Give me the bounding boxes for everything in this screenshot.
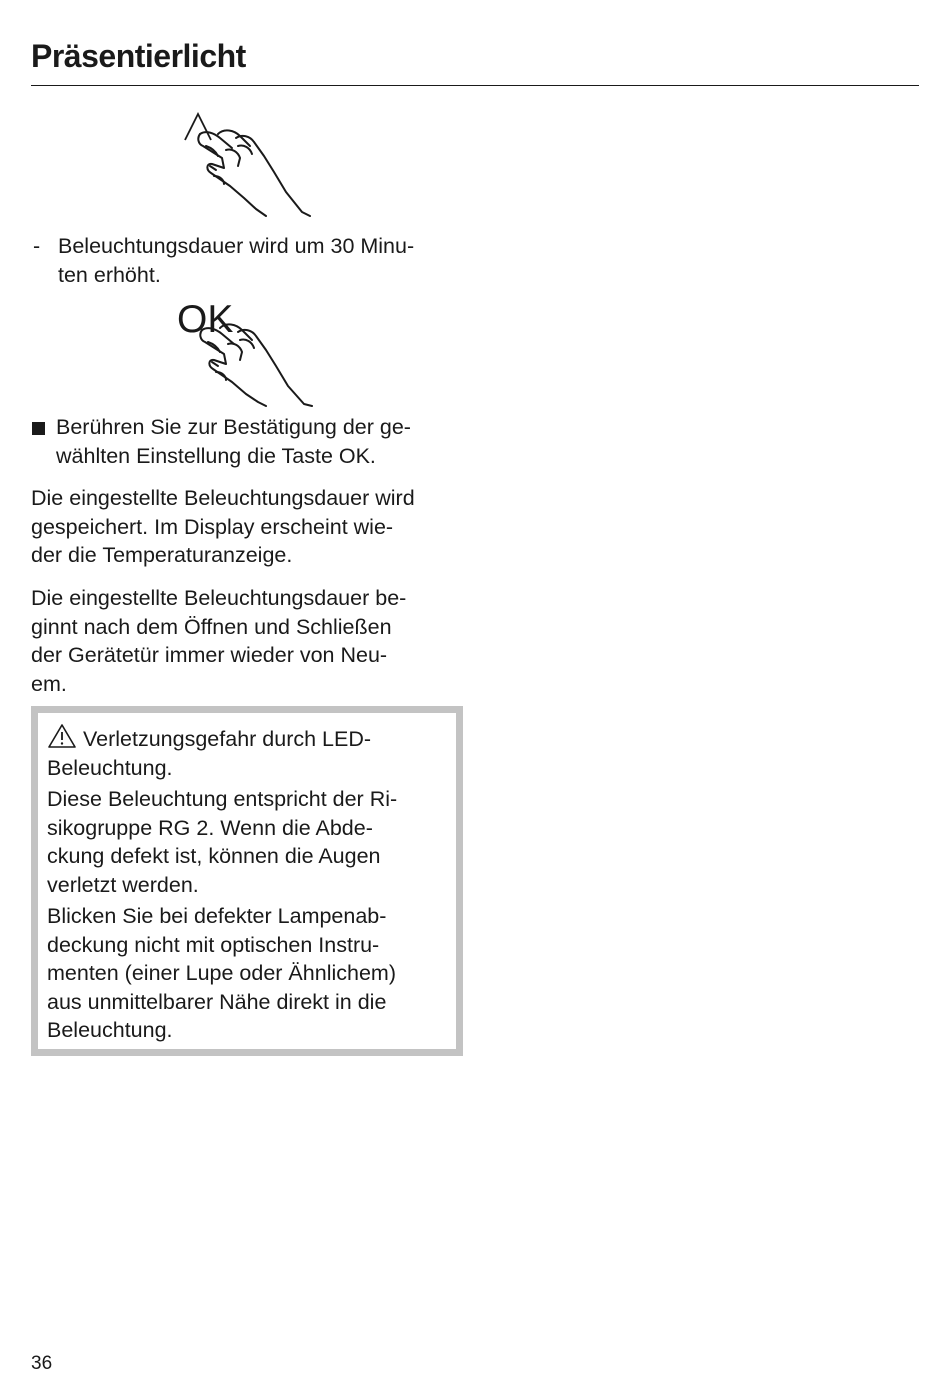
warning-line: Beleuchtung.: [47, 1018, 173, 1042]
paragraph-line: em.: [31, 671, 67, 696]
warning-line: menten (einer Lupe oder Ähnlichem): [47, 961, 396, 985]
paragraph-duration: [31, 584, 471, 698]
result-line-1: Beleuchtungsdauer wird um 30 Minu-: [58, 234, 415, 258]
warning-heading-line-1: Verletzungsgefahr durch LED-: [83, 727, 372, 751]
warning-line: aus unmittelbarer Nähe direkt in die: [47, 989, 387, 1014]
warning-line: sikogruppe RG 2. Wenn die Abde-: [47, 815, 373, 840]
hand-icon: [198, 130, 310, 216]
warning-paragraph-1: [47, 785, 447, 899]
warning-box: [31, 706, 463, 1056]
result-line-2: ten erhöht.: [58, 262, 161, 287]
touch-up-key-illustration: [178, 106, 318, 218]
title-divider: [31, 85, 919, 86]
paragraph-line: gespeichert. Im Display erscheint wie-: [31, 514, 394, 539]
warning-line: Blicken Sie bei defekter Lampenab-: [47, 904, 387, 928]
paragraph-line: Die eingestellte Beleuchtungsdauer wird: [31, 486, 415, 510]
paragraph-line: der Gerätetür immer wieder von Neu-: [31, 643, 388, 667]
warning-paragraph-2: [47, 902, 447, 1045]
paragraph-line: Die eingestellte Beleuchtungsdauer be-: [31, 586, 407, 610]
page-title: Präsentierlicht: [31, 38, 246, 74]
paragraph-line: der die Temperaturanzeige.: [31, 543, 293, 567]
square-bullet-icon: [32, 422, 45, 435]
dash-marker: -: [33, 234, 41, 258]
warning-line: verletzt werden.: [47, 872, 199, 897]
paragraph-line: ginnt nach dem Öffnen und Schließen: [31, 614, 392, 639]
warning-line: ckung defekt ist, können die Augen: [47, 844, 381, 868]
warning-triangle-icon: [47, 723, 77, 749]
instruction-line-1: Berühren Sie zur Bestätigung der ge-: [56, 415, 411, 439]
warning-line: deckung nicht mit optischen Instru-: [47, 932, 380, 957]
warning-heading: [47, 723, 447, 782]
paragraph-saved: [31, 484, 471, 570]
touch-ok-key-illustration: [176, 296, 322, 408]
warning-line: Diese Beleuchtung entspricht der Ri-: [47, 787, 398, 811]
ok-key-label: OK: [177, 298, 234, 341]
instruction-line-2: wählten Einstellung die Taste OK.: [56, 443, 376, 468]
warning-heading-line-2: Beleuchtung.: [47, 755, 173, 780]
page-number: 36: [31, 1353, 53, 1374]
